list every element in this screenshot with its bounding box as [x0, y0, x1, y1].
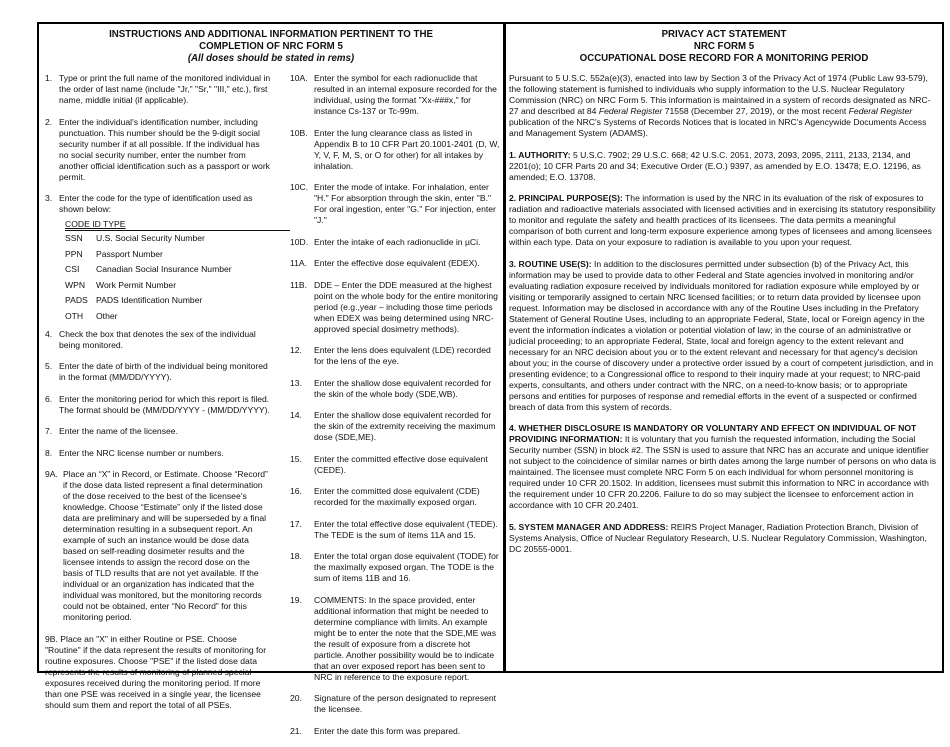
instructions-title-line1: INSTRUCTIONS AND ADDITIONAL INFORMATION PERTINENT TO THE [109, 29, 433, 40]
item-text: Type or print the full name of the monitored individual in the order of last name (include "Jr," "Sr," "III," etc.), first name, middle initial (if applicable). [59, 73, 271, 105]
item-text: Enter the date of birth of the individual being monitored in the format (MM/DD/YYYY). [59, 361, 268, 382]
id-code-table [65, 219, 271, 322]
id-code-description: PADS Identification Number [96, 295, 203, 305]
item-number: 14. [290, 410, 302, 420]
id-code: CSI [65, 264, 80, 274]
item-number: 13. [290, 377, 302, 388]
id-code-row [65, 249, 271, 260]
item-number: 6. [45, 393, 53, 404]
section-heading: 1. AUTHORITY: [509, 149, 571, 160]
item-text: Enter the date this form was prepared. [314, 725, 461, 736]
instruction-item [45, 73, 271, 106]
section-heading: 2. PRINCIPAL PURPOSE(S): [509, 193, 623, 203]
item-number: 10B. [290, 127, 308, 138]
item-text: Enter the name of the licensee. [59, 426, 178, 436]
id-code: WPN [65, 279, 86, 290]
instruction-item [290, 182, 500, 226]
item-number: 2. [45, 116, 53, 127]
instructions-col-2 [290, 73, 500, 747]
item-text: Enter the intake of each radionuclide in µCi. [314, 236, 481, 247]
instructions-title-line3: (All doses should be stated in rems) [187, 53, 355, 64]
instruction-item [290, 454, 500, 476]
item-number: 10C. [290, 182, 309, 192]
instructions-title-line2: COMPLETION OF NRC FORM 5 [199, 41, 343, 52]
item-number: 7. [45, 426, 53, 436]
privacy-section-purpose [509, 193, 939, 248]
privacy-title-line2: NRC FORM 5 [693, 41, 755, 52]
instruction-item [45, 634, 271, 711]
privacy-body [509, 73, 939, 565]
instruction-item [45, 117, 271, 183]
instruction-item [290, 486, 500, 508]
item-text: Enter the total organ dose equivalent (TODE) for the maximally exposed organ. The TODE is the sum of items 11B and 16. [314, 551, 499, 583]
instruction-item [290, 693, 500, 715]
instruction-item [45, 426, 271, 437]
item-number: 20. [290, 693, 302, 703]
item-number: 16. [290, 486, 302, 496]
item-number: 11A. [290, 258, 308, 268]
instructions-col-1 [45, 73, 271, 721]
instruction-item [290, 726, 500, 737]
instruction-item [45, 394, 271, 416]
item-number: 10A. [290, 73, 308, 83]
id-code: PPN [65, 248, 83, 259]
item-text: Enter the total effective dose equivalent (TEDE). The TEDE is the sum of items 11A and 15. [314, 518, 498, 540]
item-number: 19. [290, 594, 302, 605]
section-heading: 3. ROUTINE USE(S): [509, 258, 592, 269]
item-text: Enter the code for the type of identification used as shown below: [59, 193, 253, 214]
item-number: 9A. [45, 469, 58, 479]
form-instructions-page [37, 22, 944, 736]
id-code: SSN [65, 233, 83, 243]
id-code-description: Work Permit Number [96, 279, 177, 290]
item-text: Place an "X" in either Routine or PSE. Choose "Routine" if the data represent the results of monitoring for routine exposures. Choose "PSE" if the listed dose data represents the results of monitoring of planned special exposures received during the monitoring period. If more than one PSE was received in a single year, the licensee should sum them and report the total of all PSEs. [45, 633, 267, 710]
item-text: Place an “X” in Record, or Estimate. Choose “Record” if the dose data listed represent a final determination of the dose received to the best of the licensee’s knowledge. Choose “Estimate” only if the listed dose data are preliminary and will be superseded by a final determination resulting in a subsequent report. An example of such an instance would be dose data based on self-reading dosimeter results and the licensee intends to assign the record dose on the basis of TLD results that are not yet available. If the individual or an organization has indicated that the individual was monitored, but the monitoring records could not be obtained, enter “No Record” for this monitoring period. [63, 469, 268, 622]
instruction-item [290, 280, 500, 335]
item-number: 4. [45, 328, 53, 339]
instruction-item [45, 193, 271, 215]
privacy-statement-column [506, 24, 942, 671]
item-number: 21. [290, 725, 302, 736]
section-text: In addition to the disclosures permitted under subsection (b) of the Privacy Act, this information may be used to provide data to other Federal and State agencies involved in monitoring and/or evaluating radiation exposure received by individuals monitored for radiation exposure while employed by or visiting or temporarily assigned to certain NRC licensed facilities; or to return data provided by licensee upon request. Information may be disclosed in accordance with any of the Routine Uses including in the Prefatory Statement of General Routine Uses, including to an appropriate Federal, State, local or Foreign agency in the event the information indicates a violation or potential violation of law; in the course of an administrative or judicial proceeding; to an appropriate Federal, State, local and foreign agency to the extent relevant and necessary for an NRC decision about you or to the extent relevant and necessary for that agency's decision about you; in the course of discovery under a protective order issued by a court of competent jurisdiction, and in presenting evidence; to a Congressional office to respond to their inquiry made at your request; to NRC-paid experts, consultants, and others under contract with the NRC, on a need-to-know basis; or to appropriate persons and entities for purposes of response and remedial efforts in the event of a suspected or confirmed breach of data from this system of records. [509, 258, 934, 412]
instruction-item [290, 237, 500, 248]
section-heading: 5. SYSTEM MANAGER AND ADDRESS: [509, 521, 669, 532]
instruction-item [45, 469, 271, 623]
section-text: REIRS Project Manager, Radiation Protection Branch, Division of Systems Analysis, Office of Nuclear Regulatory Research, U.S. Nuclear Regulatory Commission, Washington, DC 20555-0001. [509, 521, 927, 554]
instruction-item [290, 128, 500, 172]
item-text: Check the box that denotes the sex of the individual being monitored. [59, 328, 256, 350]
id-code: PADS [65, 295, 88, 305]
id-code-row [65, 233, 271, 244]
instruction-item [290, 258, 500, 269]
instruction-item [290, 73, 500, 117]
id-code-table-heading: CODE ID TYPE [65, 219, 290, 231]
item-text: Enter the NRC license number or numbers. [59, 447, 224, 458]
privacy-section-disclosure [509, 423, 939, 511]
privacy-intro: Pursuant to 5 U.S.C. 552a(e)(3), enacted into law by Section 3 of the Privacy Act of 1974 (Public Law 93-579), the following statement is furnished to individuals who supply information to the U.S. Nuclear Regulatory Commission (NRC) on NRC Form 5. This information is maintained in a system of records designated as NRC-27 and described at 84 Federal Register 71558 (December 27, 2019), or the most recent Federal Register publication of the NRC's Systems of Records Notices that is located in NRC's Agencywide Documents Access and Management System (ADAMS). [509, 73, 931, 138]
privacy-title-line1: PRIVACY ACT STATEMENT [661, 29, 787, 40]
item-number: 11B. [290, 279, 308, 290]
item-number: 3. [45, 193, 53, 203]
instruction-item [290, 410, 500, 443]
item-text: Signature of the person designated to represent the licensee. [314, 693, 497, 714]
item-text: Enter the effective dose equivalent (EDEX). [314, 258, 480, 268]
item-text: Enter the lung clearance class as listed in Appendix B to 10 CFR Part 20.1001-2401 (D, W, Y, V, F, M, S, or O for other) for all intakes by inhalation. [314, 127, 500, 171]
id-code-row [65, 280, 271, 291]
item-text: Enter the shallow dose equivalent recorded for the skin of the whole body (SDE,WB). [314, 377, 492, 399]
id-code-row [65, 311, 271, 322]
instructions-header [39, 29, 503, 65]
section-heading: 4. WHETHER DISCLOSURE IS MANDATORY OR VOLUNTARY AND EFFECT ON INDIVIDUAL OF NOT PROVIDING INFORMATION: [509, 423, 917, 444]
item-number: 5. [45, 361, 53, 371]
id-code-description: Other [96, 310, 118, 321]
item-number: 17. [290, 518, 302, 529]
privacy-section-routine-uses [509, 259, 939, 413]
instruction-item [290, 345, 500, 367]
item-number: 12. [290, 345, 302, 355]
privacy-section-system-manager [509, 522, 939, 555]
item-number: 18. [290, 551, 302, 561]
item-text: Enter the monitoring period for which this report is filed. The format should be (MM/DD/YYYY - (MM/DD/YYYY). [59, 393, 270, 415]
instructions-column [39, 24, 503, 736]
id-code: OTH [65, 310, 84, 321]
item-text: Enter the shallow dose equivalent recorded for the skin of the extremity receiving the maximum dose (SDE,ME). [314, 410, 496, 442]
privacy-section-authority [509, 150, 939, 183]
id-code-description: Passport Number [96, 248, 163, 259]
privacy-header [506, 29, 942, 65]
instruction-item [290, 595, 500, 683]
item-number: 9B. [45, 633, 58, 644]
instruction-item [45, 448, 271, 459]
item-number: 8. [45, 447, 53, 458]
item-number: 15. [290, 453, 302, 464]
instruction-item [45, 329, 271, 351]
id-code-description: U.S. Social Security Number [96, 233, 205, 243]
section-text: The information is used by the NRC in its evaluation of the risk of exposures to radiation and radioactive materials associated with licensed activities and in exercising its statutory responsibility to monitor and regulate the safety and health practices of its licensees. The data permits a meaningful comparison of both current and long-term exposure experience among types of licensees and among licensees within each type. Data on your exposure to radiation is available to you upon your request. [509, 193, 936, 247]
section-text: It is voluntary that you furnish the requested information, including the Social Security number (SSN) in block #2. The SSN is used to assure that NRC has an accurate and unique identifier not subject to the coincidence of similar names or birth dates among the large number of persons on who data is maintained. The licensee must complete NRC Form 5 on each individual for whom personnel monitoring is required under 10 CFR 20.1502. In addition, licensees must submit this information to NRC in accordance with the requirement under 10 CFR 20.2206. Failure to do so may subject the licensee to enforcement action in accordance with 10 CFR 20.2401. [509, 434, 937, 510]
item-text: DDE – Enter the DDE measured at the highest point on the whole body for the entire monitoring period (e.g.,year – including those time periods when EDEX was being determined using NRC-approved special dosimetry methods). [314, 279, 498, 334]
id-code-row [65, 295, 271, 306]
item-text: COMMENTS: In the space provided, enter additional information that might be needed to determine compliance with limits. An example might be to enter the note that the SDE,ME was the result of exposure from a discrete hot particle. Another possibility would be to indicate that an over exposed report has been sent to NRC in reference to the exposure report. [314, 594, 497, 682]
id-code-description: Canadian Social Insurance Number [96, 264, 232, 274]
item-text: Enter the lens does equivalent (LDE) recorded for the lens of the eye. [314, 345, 491, 366]
item-text: Enter the mode of intake. For inhalation, enter "H." For absorption through the skin, enter "B." For oral ingestion, enter "G." For injection, enter "J." [314, 182, 496, 225]
instruction-item [290, 519, 500, 541]
item-number: 1. [45, 73, 53, 83]
item-text: Enter the symbol for each radionuclide that resulted in an internal exposure recorded for the individual, using the format "Xx-###x," for instance Cs-137 or Tc-99m. [314, 73, 497, 116]
instruction-item [45, 361, 271, 383]
item-text: Enter the committed effective dose equivalent (CEDE). [314, 453, 488, 475]
privacy-title-line3: OCCUPATIONAL DOSE RECORD FOR A MONITORING PERIOD [579, 53, 869, 64]
item-text: Enter the individual's identification number, including punctuation. This number should be the 9-digit social security number if at all possible. If the individual has no social security number, enter the number from another official identification such as a passport or work permit. [59, 116, 270, 182]
section-text: 5 U.S.C. 7902; 29 U.S.C. 668; 42 U.S.C. 2051, 2073, 2093, 2095, 2111, 2133, 2134, and 2201(o); 10 CFR Parts 20 and 34; Executive Order (E.O.) 9397, as amended by E.O. 13478; E.O. 12196, as amended; E.O. 13708. [509, 149, 921, 182]
item-text: Enter the committed dose equivalent (CDE) recorded for the maximally exposed organ. [314, 486, 480, 507]
id-code-row [65, 264, 271, 275]
instruction-item [290, 551, 500, 584]
instruction-item [290, 378, 500, 400]
item-number: 10D. [290, 236, 309, 247]
